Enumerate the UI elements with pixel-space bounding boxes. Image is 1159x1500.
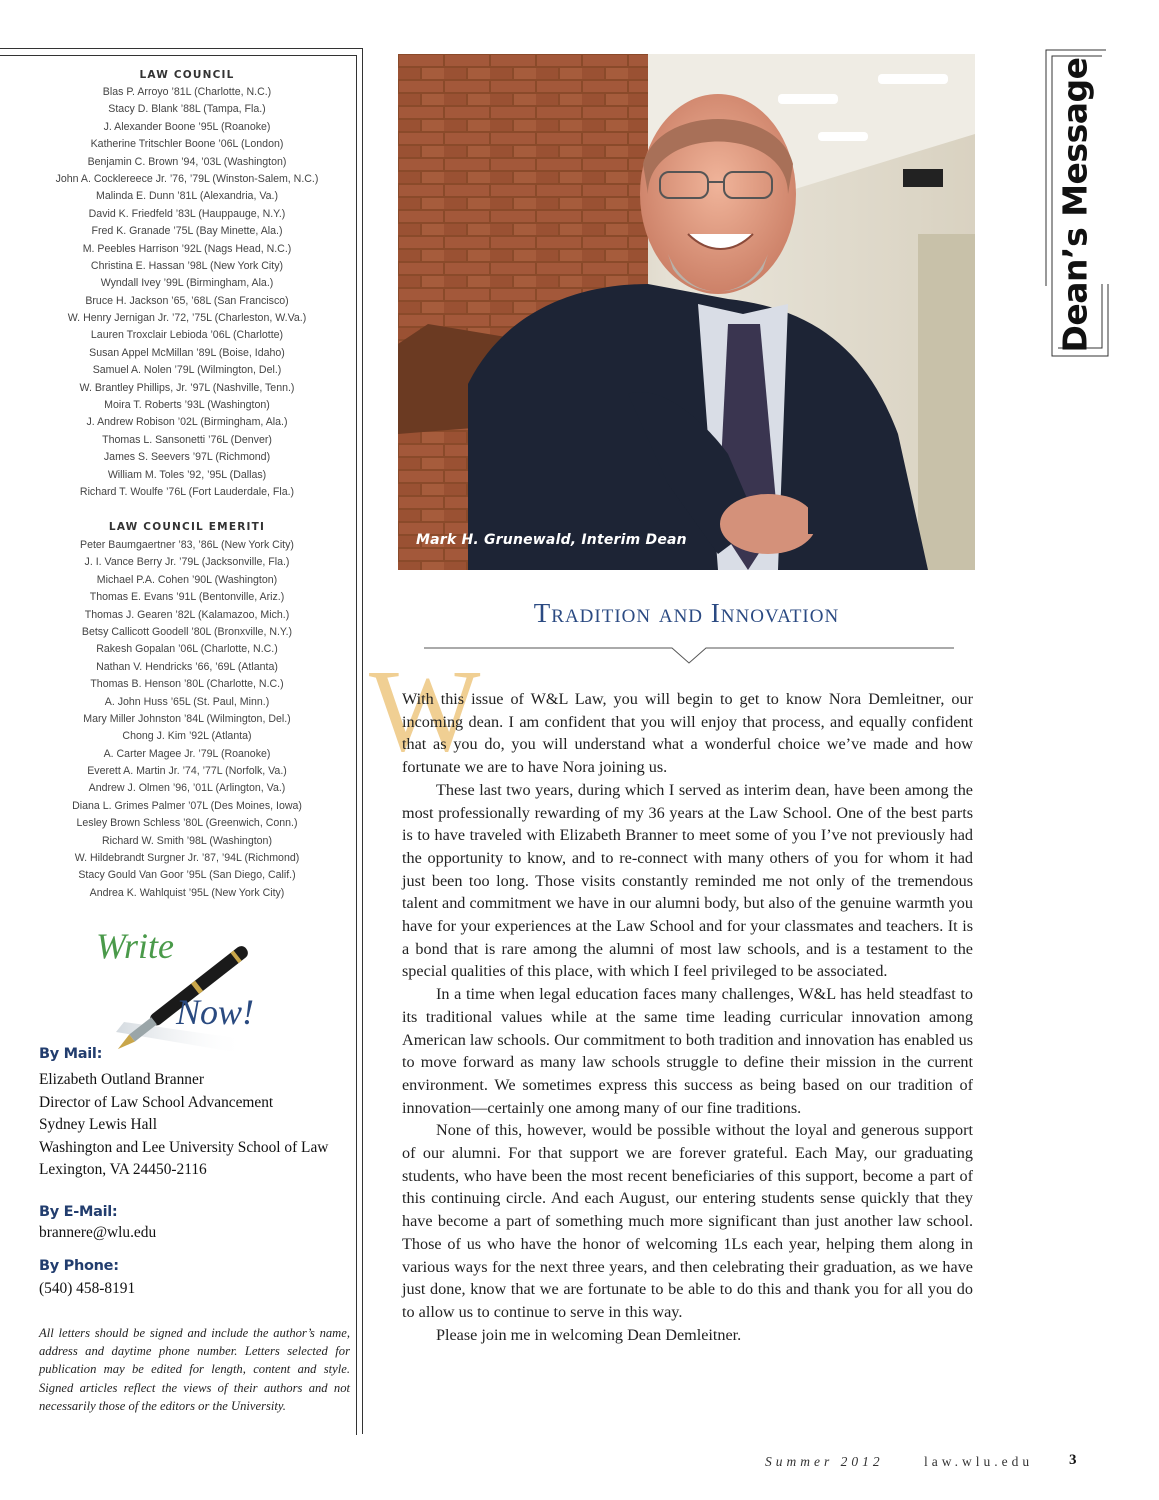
emeriti-member: Thomas J. Gearen ’82L (Kalamazoo, Mich.) — [84, 608, 290, 621]
council-member: John A. Cocklereece Jr. ’76, ’79L (Winston-Salem, N.C.) — [55, 172, 319, 185]
council-member: Bruce H. Jackson ’65, ’68L (San Francisco) — [85, 294, 289, 307]
emeriti-member: Andrew J. Olmen ’96, ’01L (Arlington, Va.) — [88, 782, 286, 795]
article-paragraph: In a time when legal education faces many challenges, W&L has held steadfast to its traditional values while at the same time leading curricular innovation among American law schools. Our commitment to both tradition and innovation has enabled us to move forward as many law schools struggle to define their mission in the current environment. We sometimes express this success as being based on our tradition of innovation—certainly one among many of our fine traditions. — [402, 985, 973, 1117]
emeriti-member: Betsy Callicott Goodell ’80L (Bronxville, N.Y.) — [81, 625, 293, 638]
emeriti-member: Mary Miller Johnston ’84L (Wilmington, Del.) — [83, 712, 291, 725]
emeriti-member: Everett A. Martin Jr. ’74, ’77L (Norfolk, Va.) — [87, 765, 287, 778]
emeriti-member: W. Hildebrandt Surgner Jr. ’87, ’94L (Richmond) — [74, 852, 300, 865]
council-member: Susan Appel McMillan ’89L (Boise, Idaho) — [89, 346, 285, 359]
council-member: Katherine Tritschler Boone ’06L (London) — [90, 138, 284, 151]
emeriti-member: Michael P.A. Cohen ’90L (Washington) — [96, 573, 278, 586]
council-member: Stacy D. Blank ’88L (Tampa, Fla.) — [108, 103, 266, 116]
article-paragraph: With this issue of W&L Law, you will begin to get to know Nora Demleitner, our incoming dean. I am confident that you will enjoy that process, and equally confident that as you do, you will understand what a wonderful choice we’ve made and how fortunate we are to have Nora joining us. — [402, 690, 973, 777]
council-member: J. Alexander Boone ’95L (Roanoke) — [103, 120, 271, 133]
council-member: M. Peebles Harrison ’92L (Nags Head, N.C.) — [82, 242, 292, 255]
law-council-heading: LAW COUNCIL — [139, 69, 235, 81]
council-member: James S. Seevers ’97L (Richmond) — [103, 451, 271, 464]
council-member: J. Andrew Robison ’02L (Birmingham, Ala.) — [86, 416, 288, 429]
emeriti-member: Rakesh Gopalan ’06L (Charlotte, N.C.) — [96, 643, 278, 656]
council-member: Thomas L. Sansonetti ’76L (Denver) — [102, 433, 272, 446]
footer-issue: Summer 2012 — [765, 1454, 884, 1469]
write-word: Write — [96, 926, 174, 966]
council-member: Lauren Troxclair Lebioda ’06L (Charlotte) — [90, 329, 284, 342]
article-title: Tradition and Innovation — [533, 598, 840, 628]
council-member: David K. Friedfeld ’83L (Hauppauge, N.Y.) — [88, 207, 286, 220]
mailing-address — [39, 1069, 328, 1182]
emeriti-member: Stacy Gould Van Goor ’95L (San Diego, Calif.) — [78, 869, 296, 882]
emeriti-member: Richard W. Smith ’98L (Washington) — [102, 834, 272, 847]
council-member: Malinda E. Dunn ’81L (Alexandria, Va.) — [96, 190, 278, 203]
by-email-heading: By E-Mail: — [39, 1204, 118, 1220]
drop-cap: W — [369, 645, 481, 776]
footer-site[interactable]: law.wlu.edu — [924, 1454, 1034, 1469]
fountain-pen-icon — [96, 920, 296, 1070]
emeriti-member: Diana L. Grimes Palmer ’07L (Des Moines, Iowa) — [72, 799, 302, 812]
title-divider — [424, 646, 954, 666]
emeriti-member: Thomas B. Henson ’80L (Charlotte, N.C.) — [90, 678, 284, 691]
council-member: Benjamin C. Brown ’94, ’03L (Washington) — [87, 155, 287, 168]
by-phone-heading: By Phone: — [39, 1258, 119, 1274]
mail-address-line: Director of Law School Advancement — [39, 1093, 274, 1111]
mail-address-line: Sydney Lewis Hall — [39, 1116, 157, 1133]
law-council-list — [0, 84, 374, 501]
council-member: Fred K. Granade ’75L (Bay Minette, Ala.) — [91, 225, 283, 238]
council-member: Richard T. Woulfe ’76L (Fort Lauderdale, Fla.) — [79, 485, 295, 498]
now-word: Now! — [176, 992, 255, 1032]
emeriti-member: Lesley Brown Schless ’80L (Greenwich, Conn.) — [76, 817, 298, 830]
mail-address-line: Elizabeth Outland Branner — [39, 1071, 204, 1088]
emeriti-member: Nathan V. Hendricks ’66, ’69L (Atlanta) — [96, 660, 278, 673]
law-council-emeriti-list — [0, 537, 374, 902]
email-address[interactable] — [39, 1222, 156, 1245]
council-member: Moira T. Roberts ’93L (Washington) — [104, 399, 270, 412]
emeriti-member: Chong J. Kim ’92L (Atlanta) — [122, 730, 252, 743]
council-member: Blas P. Arroyo ’81L (Charlotte, N.C.) — [102, 86, 272, 98]
section-tab-label: Dean’s Message — [1055, 57, 1095, 353]
law-council-emeriti-heading: LAW COUNCIL EMERITI — [108, 521, 266, 533]
dean-photo — [398, 54, 975, 570]
council-member: William M. Toles ’92, ’95L (Dallas) — [107, 468, 267, 481]
council-member: W. Henry Jernigan Jr. ’72, ’75L (Charleston, W.Va.) — [67, 312, 307, 325]
council-member: Wyndall Ivey ’99L (Birmingham, Ala.) — [100, 277, 274, 290]
article-paragraph: These last two years, during which I served as interim dean, have been among the most professionally rewarding of my 36 years at the Law School. One of the best parts is to have traveled with Elizabeth Branner to meet some of you I’ve not previously had the opportunity to know, and to re-connect with many others of you for whom it had just been too long. Those visits constantly reminded me not only of the tremendous talent and commitment we have in our alumni body, but also of the genuine warmth you have for your experiences at the Law School and for your classmates and teachers. It is a bond that is rare among the alumni of most law schools, and is a testament to the special qualities of this place, with which I feel privileged to be associated. — [402, 780, 973, 981]
email-link[interactable]: brannere@wlu.edu — [39, 1224, 157, 1241]
phone-text: (540) 458-8191 — [39, 1280, 136, 1297]
emeriti-member: A. John Huss ’65L (St. Paul, Minn.) — [104, 695, 270, 708]
mail-address-line: Washington and Lee University School of Law — [39, 1138, 329, 1156]
council-member: W. Brantley Phillips, Jr. ’97L (Nashville, Tenn.) — [79, 381, 295, 394]
emeriti-member: Thomas E. Evans ’91L (Bentonville, Ariz.) — [89, 591, 285, 604]
council-member: Samuel A. Nolen ’79L (Wilmington, Del.) — [92, 364, 282, 377]
letters-disclaimer: All letters should be signed and include the author’s name, address and daytime phone number. Letters selected for publication may be edited for length, content and style. Signed articles reflect the views of their authors and not necessarily those of the editors or the University. — [39, 1326, 350, 1413]
by-mail-heading: By Mail: — [39, 1046, 103, 1062]
photo-caption: Mark H. Grunewald, Interim Dean — [416, 532, 687, 548]
article-paragraph: Please join me in welcoming Dean Demleitner. — [436, 1325, 742, 1344]
emeriti-member: Peter Baumgaertner ’83, ’86L (New York City) — [80, 539, 294, 551]
article-paragraph: None of this, however, would be possible without the loyal and generous support of our alumni. For that support we are forever grateful. Each May, our graduating students, who have been the most recent beneficiaries of this support, become a part of this continuing circle. And each August, our entering students sense quickly that they have become a part of something much more significant than just another law school. Those of us who have the honor of welcoming 1Ls each year, helping them along in various ways for the next three years, and then celebrating their graduation, as we have just done, know that we are fortunate to be able to do this and thank you for all you do to allow us to continue to serve in this way. — [402, 1121, 973, 1321]
page-number: 3 — [1069, 1452, 1077, 1468]
section-tab — [1043, 57, 1095, 353]
write-now-logo — [96, 920, 296, 1070]
phone-number — [39, 1278, 135, 1301]
dean-portrait-image — [398, 54, 975, 570]
mail-address-line: Lexington, VA 24450-2116 — [39, 1161, 207, 1178]
emeriti-member: A. Carter Magee Jr. ’79L (Roanoke) — [103, 747, 271, 760]
emeriti-member: Andrea K. Wahlquist ’95L (New York City) — [89, 886, 285, 899]
emeriti-member: J. I. Vance Berry Jr. ’79L (Jacksonville, Fla.) — [84, 556, 290, 569]
article-body — [402, 688, 973, 1346]
council-member: Christina E. Hassan ’98L (New York City) — [90, 259, 284, 272]
